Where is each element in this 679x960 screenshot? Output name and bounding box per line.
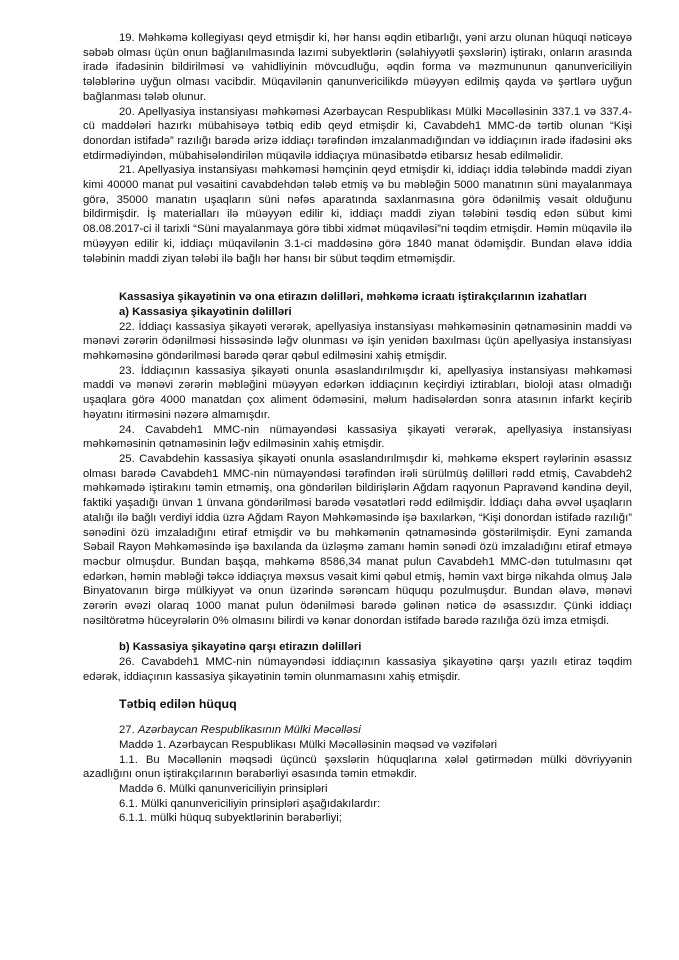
paragraph-24: 24. Cavabdeh1 MMC-nin nümayəndəsi kassasiya şikayəti verərək, apellyasiya instansiyası məhkəməsinin qətnaməsinin ləğv edilməsinin xahiş etmişdir.: [83, 423, 632, 451]
article-6-title: Maddə 6. Mülki qanunvericiliyin prinsipləri: [119, 783, 328, 796]
article-6-1: 6.1. Mülki qanunvericiliyin prinsipləri aşağıdakılardır:: [119, 797, 381, 810]
paragraph-27: [83, 723, 632, 738]
paragraph-22: 22. İddiaçı kassasiya şikayəti verərək, apellyasiya instansiyası məhkəməsinin qətnaməsinin maddi və mənəvi zərərin ödənilməsi hissəsində ləğv olunması və işin yenidən baxılması üçün apellyasiya instansiyası məhkəməsinə göndərilməsi barədə qərar qəbul edilməsini xahiş etmişdir.: [83, 320, 632, 363]
paragraph-27-number: 27.: [119, 724, 138, 737]
section-heading-applicable-law: Tətbiq edilən hüquq: [119, 696, 237, 711]
paragraph-25: 25. Cavabdehin kassasiya şikayəti onunla əsaslandırılmışdır ki, məhkəmə ekspert rəylərinin əsassız olması barədə Cavabdeh1 MMC-nin nümayəndəsi tərəfindən irəli sürülmüş dəlilləri rədd etmiş, Cavabdeh2 məhkəmədə iştirakını təmin etməmiş, ona göndərilən bildirişlərin Ağdam raqyonun Papravənd kəndinə deyil, faktiki yaşadığı ünvan 1 ünvana göndərilməsi barədə vəsatətləri rədd edilmişdir. İddiaçı daha əvvəl uşaqların atalığı ilə bağlı verdiyi iddia üzrə Ağdam Rayon Məhkəməsində işə baxılarkən, “Kişi donordan istifadə razılığı” sənədini özü imzaladığını etiraf etmişdir və bu məhkəmənin qətnaməsində göstərilmişdir. Eyni zamanda Səbail Rayon Məhkəməsində işə baxılanda da üzləşmə zamanı həmin sənədi özü imzaladığını etiraf etməyə məcbur olmuşdur. Bundan başqa, məhkəmə 8586,34 manat pulun Cavabdeh1 MMC-dən tutulmasını qət edərkən, həmin məbləği təkcə iddiaçıya məxsus vəsait kimi qəbul etmiş, həmin vaxt birgə nikahda olmuş Jalə Binyatovanın birgə mülkiyyət və onun üzərində sərəncam hüququ pozulmuşdur. Bundan əlavə, mənəvi zərərin əvəzi olaraq 1000 manat pulun ödənilməsi barədə gəlinən nəticə də əsassızdır. Çünki iddiaçı nəsiltörətmə hüceyrələrin 0% olmasını bilirdi və kənar donordan istifadə barədə razılığa özü imza etmişdi.: [83, 452, 632, 627]
paragraph-26: 26. Cavabdeh1 MMC-nin nümayəndəsi iddiaçının kassasiya şikayətinə qarşı yazılı etiraz təqdim edərək, iddiaçının kassasiya şikayətinin təmin olunmamasını xahiş etmişdir.: [83, 656, 632, 683]
civil-code-title: Azərbaycan Respublikasının Mülki Məcəlləsi: [137, 724, 361, 737]
article-6-1-1: 6.1.1. mülki hüquq subyektlərinin bərabərliyi;: [119, 812, 342, 825]
paragraph-23: 23. İddiaçının kassasiya şikayəti onunla əsaslandırılmışdır ki, apellyasiya instansiyası məhkəməsi maddi və mənəvi zərərin məbləğini müəyyən edərkən iddiaçının keçirdiyi iztirabları, bioloji atası olmadığı uşaqlara görə 4000 manatdan çox aliment ödəməsini, məlum hadisələrdən sonra atasının infarkt keçirib həyatını itirməsini nəzərə almamışdır.: [83, 364, 632, 421]
subheading-objection-arguments: b) Kassasiya şikayətinə qarşı etirazın dəlilləri: [119, 641, 362, 654]
paragraph-20: 20. Apellyasiya instansiyası məhkəməsi Azərbaycan Respublikası Mülki Məcəlləsinin 337.1 və 337.4-cü maddələri hazırkı mübahisəyə tətbiq edib qeyd etmişdir ki, Cavabdeh1 MMC-də tərtib olunan “Kişi donordan istifadə” razılığı barədə ərizə iddiaçı tərəfindən imzalanmadığından və iddiaçının iradə ifadəsini əks etdirmədiyindən, mübahisələndirilən müqavilə iddiaçıya münasibətdə etibarsız hesab edilməlidir.: [83, 105, 632, 162]
paragraph-21: 21. Apellyasiya instansiyası məhkəməsi həmçinin qeyd etmişdir ki, iddiaçı iddia tələbində maddi ziyan kimi 40000 manat pul vəsaitini cavabdehdən tələb etmiş və bu məbləğin 5000 manatının süni mayalanmaya görə, 35000 manatın uşaqların süni nəfəs aparatında saxlanmasına görə ödənilmiş vəsait olduğunu bildirmişdir. İş materialları ilə müəyyən edilir ki, iddiaçı maddi ziyan tələbini təsdiq edən sübut kimi 08.08.2017-ci il tarixli “Süni mayalanmaya görə tibbi xidmət müqaviləsi”ni təqdim etmişdir. Həmin müqavilə ilə müəyyən edilir ki, iddiaçı müqavilənin 3.1-ci maddəsinə görə 1840 manat ödəmişdir. Bundan əlavə iddia tələbinin maddi ziyan tələbi ilə bağlı hər hansı bir sübut təqdim etməmişdir.: [83, 164, 632, 265]
article-1-title: Maddə 1. Azərbaycan Respublikası Mülki Məcəlləsinin məqsəd və vəzifələri: [119, 738, 497, 751]
article-1-1: 1.1. Bu Məcəllənin məqsədi üçüncü şəxslərin hüquqlarına xələl gətirmədən mülki dövriyyənin azadlığını onun iştirakçılarının bərabərliyi əsasında təmin etməkdir.: [83, 753, 632, 781]
section-heading-arguments: Kassasiya şikayətinin və ona etirazın dəlilləri, məhkəmə icraatı iştirakçılarının izahatları: [119, 291, 587, 304]
subheading-cassation-arguments: a) Kassasiya şikayətinin dəlilləri: [119, 305, 292, 318]
paragraph-19: 19. Məhkəmə kollegiyası qeyd etmişdir ki, hər hansı əqdin etibarlığı, yəni arzu olunan hüquqi nəticəyə səbəb olması üçün onun bağlanılmasında lazımi subyektlərin (səlahiyyətli şəxslərin) iştirakı, onların arasında iradə ifadəsinin bildirilməsi və vahidliyinin mövcudluğu, əqdin forma və məzmununun qanunvericiliyin tələblərinə uyğun olması vacibdir. Müqavilənin qanunvericilikdə müəyyən edilmiş qayda və şərtlərə uyğun bağlanması tələb olunur.: [83, 32, 632, 103]
